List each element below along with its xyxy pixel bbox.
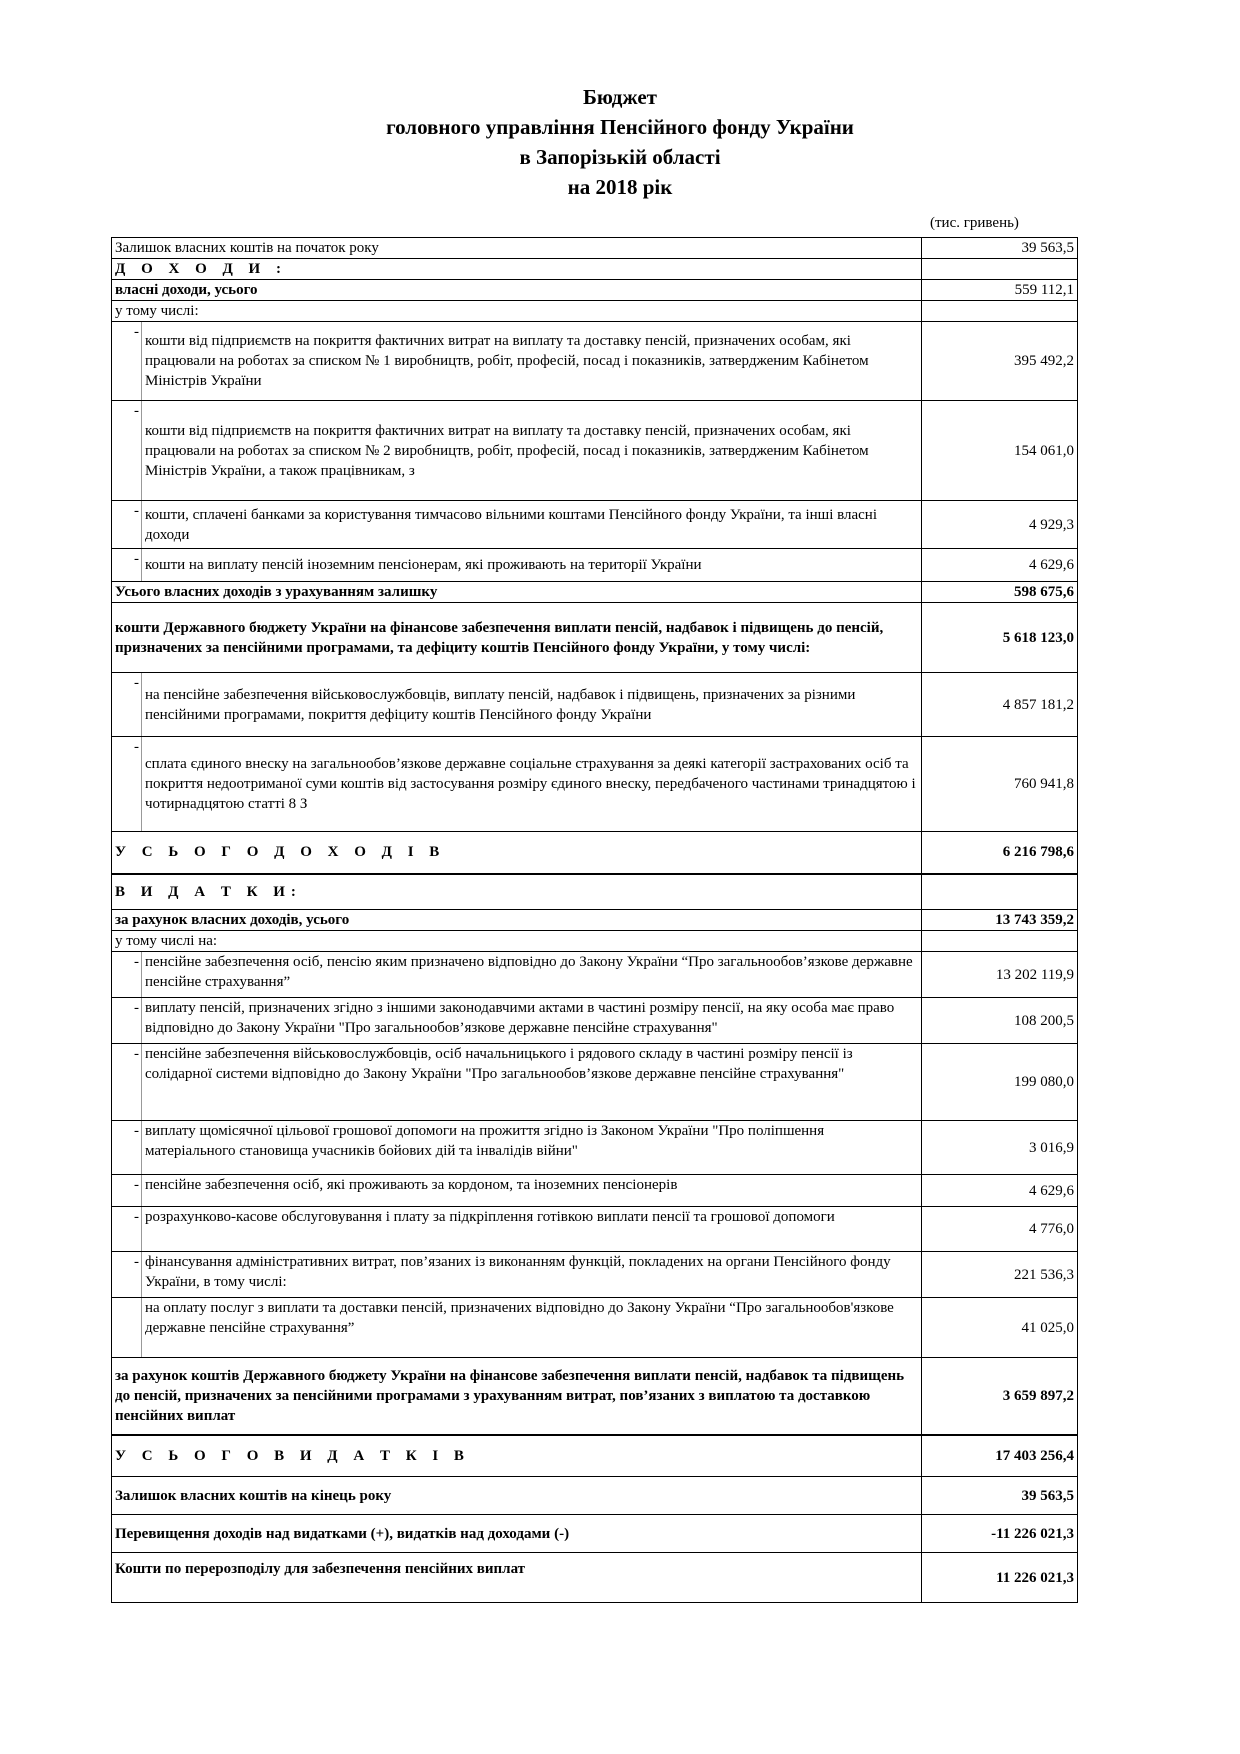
row-label: кошти, сплачені банками за користування тимчасово вільними коштами Пенсійного фонду України, та інші власні доходи <box>142 501 922 549</box>
table-row <box>112 1515 1078 1553</box>
row-label: кошти від підприємств на покриття фактичних витрат на виплату та доставку пенсій, призначених особам, які працювали на роботах за списком № 2 виробництв, робіт, професій, посад і показників, затвердженим Кабінетом Міністрів України, а також працівникам, з <box>142 401 922 501</box>
table-row <box>112 259 1078 280</box>
table-row <box>112 1435 1078 1477</box>
title-line-1: Бюджет <box>583 85 657 109</box>
row-label: кошти від підприємств на покриття фактичних витрат на виплату та доставку пенсій, призначених особам, які працювали на роботах за списком № 1 виробництв, робіт, професій, посад і показників, затвердженим Кабінетом Міністрів України <box>142 322 922 401</box>
row-label <box>142 998 922 1044</box>
expenses-total-value: 17 403 256,4 <box>922 1435 1078 1477</box>
row-label: за рахунок власних доходів, усього <box>112 910 922 931</box>
row-value: 3 659 897,2 <box>922 1358 1078 1435</box>
row-dash: - <box>112 322 142 401</box>
row-label: кошти Державного бюджету України на фінансове забезпечення виплати пенсій, надбавок і підвищень до пенсій, призначених за пенсійними програмами, та дефіциту коштів Пенсійного фонду України, у тому числі: <box>112 603 922 673</box>
row-label: на пенсійне забезпечення військовослужбовців, виплату пенсій, надбавок і підвищень, призначених за різними пенсійними програмами, покриття дефіциту коштів Пенсійного фонду України <box>142 673 922 737</box>
row-dash <box>112 1298 142 1358</box>
row-value: 39 563,5 <box>922 238 1078 259</box>
table-row <box>112 582 1078 603</box>
row-value: 4 929,3 <box>922 501 1078 549</box>
table-row <box>112 401 1078 501</box>
row-label: Кошти по перерозподілу для забезпечення пенсійних виплат <box>112 1553 922 1603</box>
row-value: 13 202 119,9 <box>922 952 1078 998</box>
row-label: у тому числі на: <box>112 931 922 952</box>
table-row <box>112 832 1078 874</box>
row-value <box>922 301 1078 322</box>
row-label: Залишок власних коштів на початок року <box>112 238 922 259</box>
row-dash: - <box>112 1207 142 1252</box>
table-row <box>112 501 1078 549</box>
row-label: сплата єдиного внеску на загальнообов’язкове державне соціальне страхування за деякі категорії застрахованих осіб та покриття недоотриманої суми коштів від застосування розміру єдиного внеску, передбаченого частинами тринадцятою і чотирнадцятою статті 8 З <box>142 737 922 832</box>
row-value: 5 618 123,0 <box>922 603 1078 673</box>
row-value <box>922 931 1078 952</box>
table-row <box>112 874 1078 910</box>
table-row <box>112 1121 1078 1175</box>
table-row <box>112 1252 1078 1298</box>
row-label: виплату щомісячної цільової грошової допомоги на прожиття згідно із Законом України "Про поліпшення матеріального становища учасників бойових дій та інвалідів війни" <box>142 1121 922 1175</box>
row-value: 199 080,0 <box>922 1044 1078 1121</box>
table-row <box>112 603 1078 673</box>
expenses-heading: В И Д А Т К И: <box>112 874 922 910</box>
income-heading: Д О Х О Д И : <box>112 259 922 280</box>
table-row <box>112 1175 1078 1207</box>
row-dash: - <box>112 401 142 501</box>
row-value: 221 536,3 <box>922 1252 1078 1298</box>
row-label: розрахунково-касове обслуговування і плату за підкріплення готівкою виплати пенсії та грошової допомоги <box>142 1207 922 1252</box>
row-value: 41 025,0 <box>922 1298 1078 1358</box>
row-dash: - <box>112 998 142 1044</box>
income-total-value: 6 216 798,6 <box>922 832 1078 874</box>
row-value: 11 226 021,3 <box>922 1553 1078 1603</box>
table-row <box>112 1553 1078 1603</box>
row-value: 4 776,0 <box>922 1207 1078 1252</box>
row-label: Перевищення доходів над видатками (+), видатків над доходами (-) <box>112 1515 922 1553</box>
row-value: 598 675,6 <box>922 582 1078 603</box>
row-value: 39 563,5 <box>922 1477 1078 1515</box>
title-line-2: головного управління Пенсійного фонду України <box>386 115 854 139</box>
table-row <box>112 322 1078 401</box>
row-dash: - <box>112 737 142 832</box>
row-label: пенсійне забезпечення осіб, пенсію яким призначено відповідно до Закону України “Про загальнообов’язкове державне пенсійне страхування” <box>142 952 922 998</box>
row-label: фінансування адміністративних витрат, пов’язаних із виконанням функцій, покладених на органи Пенсійного фонду України, в тому числі: <box>142 1252 922 1298</box>
table-row <box>112 549 1078 582</box>
row-value: 154 061,0 <box>922 401 1078 501</box>
row-dash: - <box>112 1121 142 1175</box>
row-label: у тому числі: <box>112 301 922 322</box>
row-dash: - <box>112 673 142 737</box>
row-value: 760 941,8 <box>922 737 1078 832</box>
table-row <box>112 737 1078 832</box>
units-label: (тис. гривень) <box>930 215 1019 231</box>
row-dash: - <box>112 952 142 998</box>
table-row <box>112 673 1078 737</box>
row-dash: - <box>112 549 142 582</box>
table-row <box>112 301 1078 322</box>
table-row <box>112 931 1078 952</box>
income-total-label: У С Ь О Г О Д О Х О Д І В <box>112 832 922 874</box>
table-row <box>112 1477 1078 1515</box>
row-value: 108 200,5 <box>922 998 1078 1044</box>
row-label: Залишок власних коштів на кінець року <box>112 1477 922 1515</box>
row-dash: - <box>112 1175 142 1207</box>
row-dash: - <box>112 1044 142 1121</box>
row-value: 559 112,1 <box>922 280 1078 301</box>
budget-table <box>111 237 1078 1603</box>
table-row <box>112 910 1078 931</box>
row-value: 4 857 181,2 <box>922 673 1078 737</box>
expenses-total-label: У С Ь О Г О В И Д А Т К І В <box>112 1435 922 1477</box>
row-dash: - <box>112 501 142 549</box>
row-value: 395 492,2 <box>922 322 1078 401</box>
table-row <box>112 998 1078 1044</box>
row-label: пенсійне забезпечення осіб, які проживають за кордоном, та іноземних пенсіонерів <box>142 1175 922 1207</box>
row-value: 4 629,6 <box>922 549 1078 582</box>
title-line-4: на 2018 рік <box>567 175 673 199</box>
row-label: пенсійне забезпечення військовослужбовців, осіб начальницького і рядового складу в частині розміру пенсії із солідарної системи відповідно до Закону України "Про загальнообов’язкове державне пенсійне страхування" <box>142 1044 922 1121</box>
row-value: 4 629,6 <box>922 1175 1078 1207</box>
row-value <box>922 874 1078 910</box>
table-row <box>112 1298 1078 1358</box>
row-label: Усього власних доходів з урахуванням залишку <box>112 582 922 603</box>
table-row <box>112 238 1078 259</box>
row-value: 3 016,9 <box>922 1121 1078 1175</box>
row-label: кошти на виплату пенсій іноземним пенсіонерам, які проживають на території України <box>142 549 922 582</box>
row-label: власні доходи, усього <box>112 280 922 301</box>
row-label: за рахунок коштів Державного бюджету України на фінансове забезпечення виплати пенсій, надбавок та підвищень до пенсій, призначених за пенсійними програмами з урахуванням витрат, пов’язаних з виплатою та доставкою пенсійних виплат <box>112 1358 922 1435</box>
table-row <box>112 952 1078 998</box>
row-dash: - <box>112 1252 142 1298</box>
title-line-3: в Запорізькій області <box>519 145 721 169</box>
table-row <box>112 1207 1078 1252</box>
table-row <box>112 1044 1078 1121</box>
row-label: на оплату послуг з виплати та доставки пенсій, призначених відповідно до Закону України “Про загальнообов'язкове державне пенсійне страхування” <box>142 1298 922 1358</box>
row-label-text: виплату пенсій, призначених згідно з іншими законодавчими актами в частині розміру пенсії, на яку особа має право відповідно до Закону України "Про загальнообов’язкове державне пенсійне страхування" <box>145 1000 895 1036</box>
table-row <box>112 280 1078 301</box>
row-value <box>922 259 1078 280</box>
document-title <box>0 82 1240 202</box>
table-row <box>112 1358 1078 1435</box>
row-value: -11 226 021,3 <box>922 1515 1078 1553</box>
row-value: 13 743 359,2 <box>922 910 1078 931</box>
